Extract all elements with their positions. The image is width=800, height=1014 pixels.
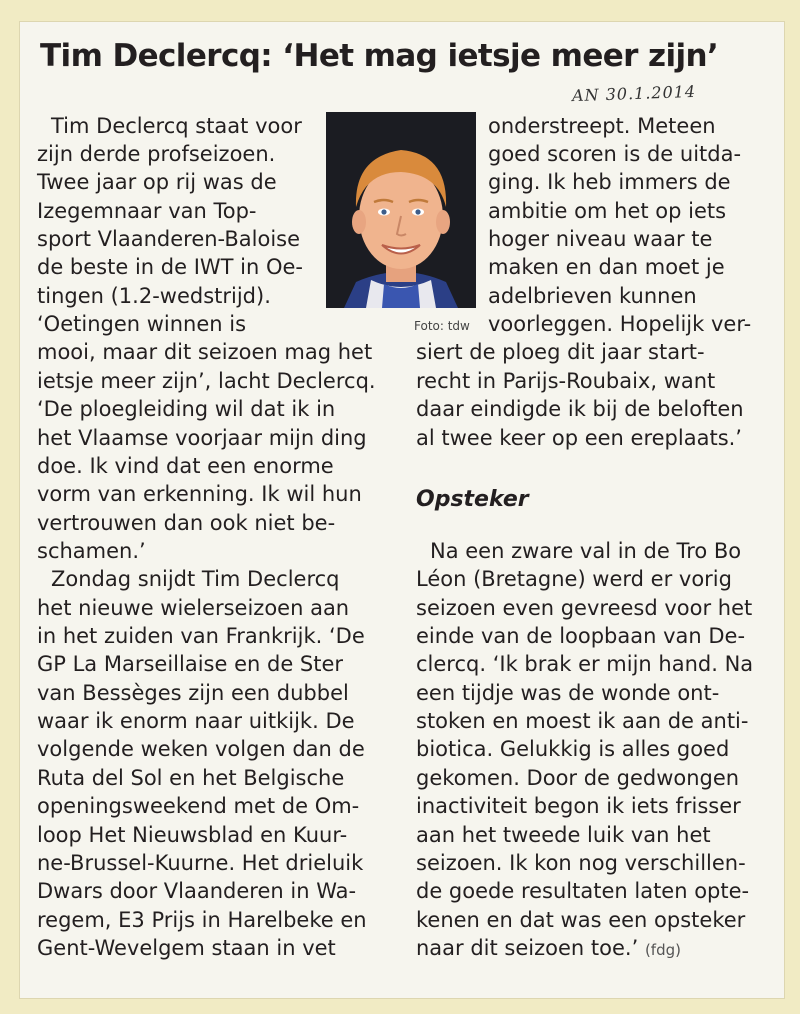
col2-line: onderstreept. Meteen <box>488 114 716 138</box>
col2-line: ambitie om het op iets <box>488 199 727 223</box>
col1-line: ietsje meer zijn’, lacht Declercq. <box>37 369 376 393</box>
handwritten-date-note: AN 30.1.2014 <box>571 81 697 106</box>
col1-line: ne-Brussel-Kuurne. Het drieluik <box>37 851 364 875</box>
col1-line: de beste in de IWT in Oe- <box>37 255 303 279</box>
col1-line: vorm van erkenning. Ik wil hun <box>37 482 362 506</box>
col1-line: het nieuwe wielerseizoen aan <box>37 596 350 620</box>
col1-line: ‘Oetingen winnen is <box>37 312 247 336</box>
col1-line: Izegemnaar van Top- <box>37 199 257 223</box>
headline: Tim Declercq: ‘Het mag ietsje meer zijn’ <box>40 38 719 74</box>
col1-line: schamen.’ <box>37 539 146 563</box>
col2-line: goed scoren is de uitda- <box>488 142 742 166</box>
col1-line: waar ik enorm naar uitkijk. De <box>37 709 355 733</box>
col1-line: mooi, maar dit seizoen mag het <box>37 340 373 364</box>
col1-line: Twee jaar op rij was de <box>37 170 277 194</box>
col2b-line: Léon (Bretagne) werd er vorig <box>416 567 732 591</box>
author-byline: (fdg) <box>644 941 681 959</box>
col1-line: Zondag snijdt Tim Declercq <box>51 567 340 591</box>
col1-line: het Vlaamse voorjaar mijn ding <box>37 426 367 450</box>
col1-line: Dwars door Vlaanderen in Wa- <box>37 879 357 903</box>
portrait-photo <box>326 112 476 308</box>
col2b-line: einde van de loopbaan van De- <box>416 624 746 648</box>
col2-line: daar eindigde ik bij de beloften <box>416 397 744 421</box>
col1-line: ‘De ploegleiding wil dat ik in <box>37 397 336 421</box>
col2b-line: Na een zware val in de Tro Bo <box>430 539 742 563</box>
col1-line: vertrouwen dan ook niet be- <box>37 511 336 535</box>
col1-line: in het zuiden van Frankrijk. ‘De <box>37 624 365 648</box>
col1-line: GP La Marseillaise en de Ster <box>37 652 344 676</box>
col2b-line: inactiviteit begon ik iets frisser <box>416 794 741 818</box>
col2b-line: de goede resultaten laten opte- <box>416 879 750 903</box>
col2-line: siert de ploeg dit jaar start- <box>416 340 705 364</box>
col1-line: doe. Ik vind dat een enorme <box>37 454 334 478</box>
col2b-line: een tijdje was de wonde ont- <box>416 681 720 705</box>
photo-caption: Foto: tdw <box>414 319 470 333</box>
col1-line: Tim Declercq staat voor <box>51 114 302 138</box>
col2b-line: aan het tweede luik van het <box>416 823 711 847</box>
col2-line: hoger niveau waar te <box>488 227 713 251</box>
col1-line: volgende weken volgen dan de <box>37 737 365 761</box>
col2b-line: kenen en dat was een opsteker <box>416 908 746 932</box>
col1-line: tingen (1.2-wedstrijd). <box>37 284 271 308</box>
col2b-line: clercq. ‘Ik brak er mijn hand. Na <box>416 652 754 676</box>
col1-line: regem, E3 Prijs in Harelbeke en <box>37 908 367 932</box>
col2b-line: biotica. Gelukkig is alles goed <box>416 737 730 761</box>
col2b-line: seizoen even gevreesd voor het <box>416 596 753 620</box>
col2b-line: naar dit seizoen toe.’ <box>416 936 639 960</box>
col1-line: openingsweekend met de Om- <box>37 794 360 818</box>
col2-line: adelbrieven kunnen <box>488 284 697 308</box>
col2b-line: stoken en moest ik aan de anti- <box>416 709 749 733</box>
col2b-line: seizoen. Ik kon nog verschillen- <box>416 851 746 875</box>
col1-line: van Bessèges zijn een dubbel <box>37 681 349 705</box>
col2-line: voorleggen. Hopelijk ver- <box>488 312 752 336</box>
col1-line: Gent-Wevelgem staan in vet <box>37 936 336 960</box>
subheading-opsteker: Opsteker <box>416 487 529 512</box>
col2-line: maken en dan moet je <box>488 255 725 279</box>
col2b-line: gekomen. Door de gedwongen <box>416 766 740 790</box>
col1-line: sport Vlaanderen-Baloise <box>37 227 301 251</box>
col2-line: ging. Ik heb immers de <box>488 170 731 194</box>
col1-line: zijn derde profseizoen. <box>37 142 276 166</box>
col2-line: al twee keer op een ereplaats.’ <box>416 426 742 450</box>
col1-line: Ruta del Sol en het Belgische <box>37 766 345 790</box>
col2-line: recht in Parijs-Roubaix, want <box>416 369 716 393</box>
col1-line: loop Het Nieuwsblad en Kuur- <box>37 823 348 847</box>
col2b-last-line <box>416 935 681 963</box>
